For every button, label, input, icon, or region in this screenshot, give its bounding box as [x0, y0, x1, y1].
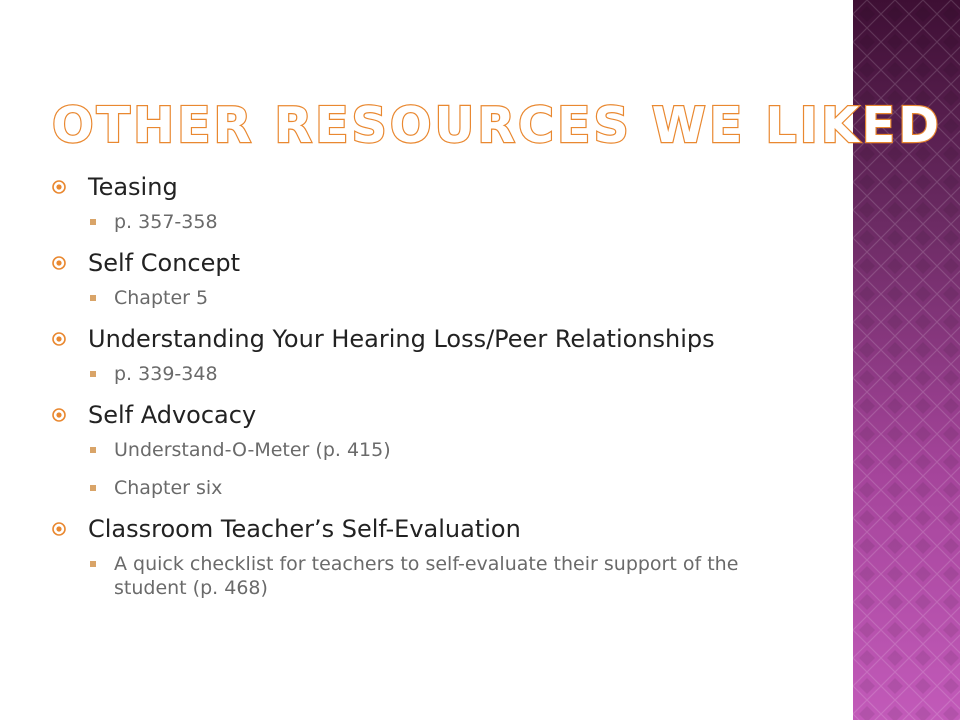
sub-bullet-text: Understand-O-Meter (p. 415) — [114, 439, 391, 461]
bullet-text: Self Concept — [88, 249, 241, 277]
sub-bullet-item — [52, 210, 792, 234]
sub-bullet-text: Chapter six — [114, 477, 223, 499]
bullet-item — [52, 400, 792, 430]
bullet-text: Self Advocacy — [88, 401, 257, 429]
circled-dot-icon — [52, 522, 66, 536]
sub-bullet-text: Chapter 5 — [114, 287, 209, 309]
sub-bullet-item — [52, 362, 792, 386]
sub-bullet-item — [52, 552, 792, 600]
circled-dot-icon — [52, 180, 66, 194]
sub-bullet-item — [52, 438, 792, 462]
bullet-item — [52, 248, 792, 278]
bullet-item — [52, 172, 792, 202]
slide-title-text: OTHER RESOURCES WE LIKED — [52, 97, 942, 154]
bullet-text: Teasing — [88, 173, 178, 201]
square-bullet-icon — [90, 447, 96, 453]
circled-dot-icon — [52, 332, 66, 346]
square-bullet-icon — [90, 371, 96, 377]
bullet-text: Classroom Teacher’s Self-Evaluation — [88, 515, 521, 543]
sub-bullet-text: p. 357-358 — [114, 211, 218, 233]
bullet-list — [52, 172, 792, 614]
circled-dot-icon — [52, 408, 66, 422]
circled-dot-icon — [52, 256, 66, 270]
bullet-item — [52, 514, 792, 544]
sub-bullet-item — [52, 476, 792, 500]
slide-title — [52, 86, 942, 156]
sub-bullet-item — [52, 286, 792, 310]
square-bullet-icon — [90, 485, 96, 491]
bullet-text: Understanding Your Hearing Loss/Peer Relationships — [88, 325, 715, 353]
sub-bullet-text: p. 339-348 — [114, 363, 218, 385]
bullet-item — [52, 324, 792, 354]
square-bullet-icon — [90, 561, 96, 567]
square-bullet-icon — [90, 295, 96, 301]
square-bullet-icon — [90, 219, 96, 225]
sub-bullet-text: A quick checklist for teachers to self-evaluate their support of the student (p. 468) — [114, 553, 739, 599]
